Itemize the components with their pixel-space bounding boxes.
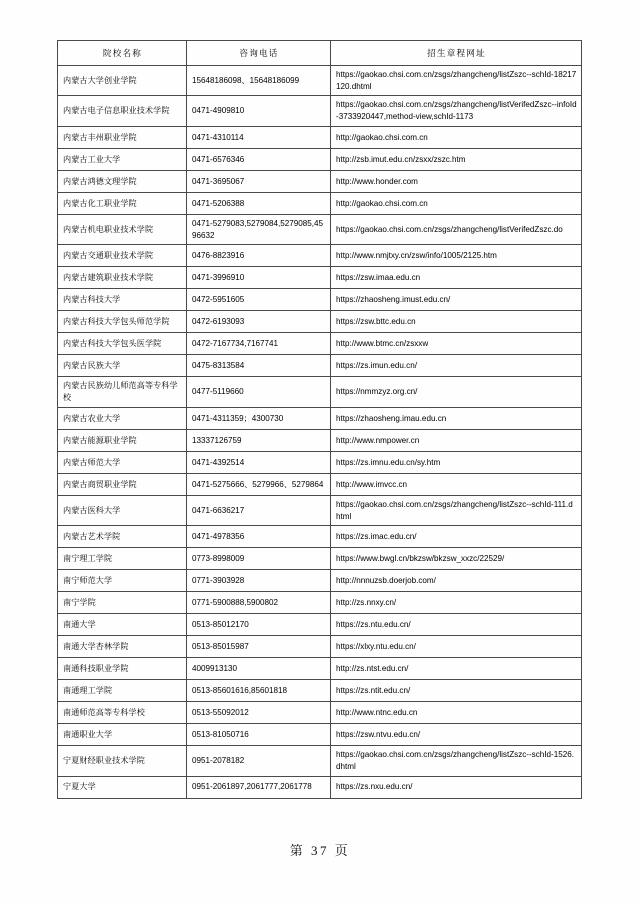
cell-url[interactable]: https://zhaosheng.imau.edu.cn: [331, 407, 582, 429]
page-footer: 第 37 页: [289, 843, 351, 858]
cell-url[interactable]: http://www.ntnc.edu.cn: [331, 702, 582, 724]
cell-phone: 0471-4311359；4300730: [187, 407, 331, 429]
cell-phone: 0471-6576346: [187, 148, 331, 170]
cell-institution: 南通大学: [58, 614, 187, 636]
cell-url[interactable]: https://gaokao.chsi.com.cn/zsgs/zhangcheng/listVerifedZszc.do: [331, 214, 582, 244]
table-row: [58, 333, 582, 355]
cell-institution: 南通师范高等专科学校: [58, 702, 187, 724]
cell-phone: 0771-3903928: [187, 570, 331, 592]
cell-url[interactable]: http://gaokao.chsi.com.cn: [331, 126, 582, 148]
cell-url[interactable]: http://gaokao.chsi.com.cn: [331, 192, 582, 214]
cell-phone: 0513-55092012: [187, 702, 331, 724]
cell-url[interactable]: https://zs.ntit.edu.cn/: [331, 680, 582, 702]
cell-phone: 0471-5279083,5279084,5279085,4596632: [187, 214, 331, 244]
cell-institution: 宁夏财经职业技术学院: [58, 746, 187, 776]
cell-phone: 0472-7167734,7167741: [187, 333, 331, 355]
cell-institution: 内蒙古丰州职业学院: [58, 126, 187, 148]
cell-institution: 南通理工学院: [58, 680, 187, 702]
admissions-table-container: [57, 40, 581, 799]
cell-url[interactable]: https://gaokao.chsi.com.cn/zsgs/zhangcheng/listVerifedZszc--infoId-3733920447,method-view,schId-1173: [331, 96, 582, 126]
cell-institution: 内蒙古能源职业学院: [58, 429, 187, 451]
cell-phone: 13337126759: [187, 429, 331, 451]
table-body: [58, 66, 582, 799]
table-row: [58, 776, 582, 798]
cell-institution: 内蒙古交通职业技术学院: [58, 245, 187, 267]
table-row: [58, 289, 582, 311]
cell-url[interactable]: http://www.nmpower.cn: [331, 429, 582, 451]
table-header-row: [58, 41, 582, 66]
cell-institution: 内蒙古农业大学: [58, 407, 187, 429]
cell-url[interactable]: http://zs.ntst.edu.cn/: [331, 658, 582, 680]
cell-institution: 内蒙古科技大学: [58, 289, 187, 311]
table-row: [58, 746, 582, 776]
cell-institution: 南宁师范大学: [58, 570, 187, 592]
table-row: [58, 148, 582, 170]
cell-phone: 15648186098、15648186099: [187, 66, 331, 96]
cell-institution: 南宁理工学院: [58, 548, 187, 570]
cell-institution: 南通大学杏林学院: [58, 636, 187, 658]
cell-institution: 南宁学院: [58, 592, 187, 614]
cell-phone: 0471-5206388: [187, 192, 331, 214]
cell-phone: 0475-8313584: [187, 355, 331, 377]
admissions-table: [57, 40, 582, 799]
cell-institution: 内蒙古商贸职业学院: [58, 473, 187, 495]
cell-institution: 内蒙古医科大学: [58, 495, 187, 525]
cell-phone: 0471-3996910: [187, 267, 331, 289]
cell-phone: 0951-2061897,2061777,2061778: [187, 776, 331, 798]
cell-phone: 0471-4909810: [187, 96, 331, 126]
cell-phone: 0471-5275666、5279966、5279864: [187, 473, 331, 495]
column-header-institution: 院校名称: [58, 41, 187, 66]
cell-url[interactable]: https://zsw.bttc.edu.cn: [331, 311, 582, 333]
table-row: [58, 724, 582, 746]
cell-institution: 内蒙古民族大学: [58, 355, 187, 377]
table-row: [58, 548, 582, 570]
table-row: [58, 570, 582, 592]
cell-url[interactable]: https://zs.nxu.edu.cn/: [331, 776, 582, 798]
column-header-url: 招生章程网址: [331, 41, 582, 66]
table-row: [58, 192, 582, 214]
table-row: [58, 636, 582, 658]
cell-institution: 宁夏大学: [58, 776, 187, 798]
cell-url[interactable]: https://www.bwgl.cn/bkzsw/bkzsw_xxzc/22529/: [331, 548, 582, 570]
table-row: [58, 702, 582, 724]
table-row: [58, 377, 582, 407]
cell-phone: 0477-5119660: [187, 377, 331, 407]
cell-phone: 0476-8823916: [187, 245, 331, 267]
cell-institution: 内蒙古大学创业学院: [58, 66, 187, 96]
table-header: [58, 41, 582, 66]
cell-phone: 0471-4978356: [187, 526, 331, 548]
cell-url[interactable]: https://gaokao.chsi.com.cn/zsgs/zhangcheng/listZszc--schId-18217120.dhtml: [331, 66, 582, 96]
cell-url[interactable]: https://zs.imnu.edu.cn/sy.htm: [331, 451, 582, 473]
cell-url[interactable]: https://zs.ntu.edu.cn/: [331, 614, 582, 636]
table-row: [58, 495, 582, 525]
cell-url[interactable]: http://www.imvcc.cn: [331, 473, 582, 495]
cell-phone: 0472-5951605: [187, 289, 331, 311]
cell-url[interactable]: https://zsw.imaa.edu.cn: [331, 267, 582, 289]
cell-url[interactable]: https://xlxy.ntu.edu.cn/: [331, 636, 582, 658]
cell-institution: 内蒙古科技大学包头医学院: [58, 333, 187, 355]
cell-institution: 内蒙古民族幼儿师范高等专科学校: [58, 377, 187, 407]
table-row: [58, 170, 582, 192]
table-row: [58, 680, 582, 702]
cell-phone: 0472-6193093: [187, 311, 331, 333]
cell-phone: 0471-4392514: [187, 451, 331, 473]
cell-url[interactable]: http://www.honder.com: [331, 170, 582, 192]
table-row: [58, 407, 582, 429]
table-row: [58, 526, 582, 548]
cell-phone: 0513-81050716: [187, 724, 331, 746]
cell-phone: 0471-6636217: [187, 495, 331, 525]
column-header-phone: 咨询电话: [187, 41, 331, 66]
table-row: [58, 267, 582, 289]
cell-url[interactable]: https://gaokao.chsi.com.cn/zsgs/zhangcheng/listZszc--schId-111.dhtml: [331, 495, 582, 525]
cell-url[interactable]: https://nmmzyz.org.cn/: [331, 377, 582, 407]
cell-url[interactable]: https://zs.imun.edu.cn/: [331, 355, 582, 377]
cell-phone: 4009913130: [187, 658, 331, 680]
table-row: [58, 96, 582, 126]
table-row: [58, 614, 582, 636]
cell-url[interactable]: https://zhaosheng.imust.edu.cn/: [331, 289, 582, 311]
cell-url[interactable]: http://nnnuzsb.doerjob.com/: [331, 570, 582, 592]
cell-institution: 内蒙古鸿德文理学院: [58, 170, 187, 192]
cell-phone: 0771-5900888,5900802: [187, 592, 331, 614]
cell-phone: 0773-8998009: [187, 548, 331, 570]
cell-url[interactable]: https://zsw.ntvu.edu.cn/: [331, 724, 582, 746]
cell-institution: 内蒙古机电职业技术学院: [58, 214, 187, 244]
cell-url[interactable]: http://www.btmc.cn/zsxxw: [331, 333, 582, 355]
cell-phone: 0471-3695067: [187, 170, 331, 192]
table-row: [58, 429, 582, 451]
cell-phone: 0513-85015987: [187, 636, 331, 658]
table-row: [58, 245, 582, 267]
cell-institution: 内蒙古电子信息职业技术学院: [58, 96, 187, 126]
cell-url[interactable]: http://www.nmjtxy.cn/zsw/info/1005/2125.htm: [331, 245, 582, 267]
cell-url[interactable]: http://zsb.imut.edu.cn/zsxx/zszc.htm: [331, 148, 582, 170]
table-row: [58, 355, 582, 377]
table-row: [58, 658, 582, 680]
cell-institution: 内蒙古工业大学: [58, 148, 187, 170]
table-row: [58, 451, 582, 473]
table-row: [58, 311, 582, 333]
cell-url[interactable]: https://gaokao.chsi.com.cn/zsgs/zhangcheng/listZszc--schId-1526.dhtml: [331, 746, 582, 776]
table-row: [58, 592, 582, 614]
cell-institution: 南通科技职业学院: [58, 658, 187, 680]
cell-url[interactable]: http://zs.nnxy.cn/: [331, 592, 582, 614]
table-row: [58, 214, 582, 244]
cell-phone: 0471-4310114: [187, 126, 331, 148]
table-row: [58, 66, 582, 96]
cell-institution: 内蒙古科技大学包头师范学院: [58, 311, 187, 333]
cell-phone: 0513-85012170: [187, 614, 331, 636]
cell-institution: 内蒙古艺术学院: [58, 526, 187, 548]
cell-institution: 内蒙古化工职业学院: [58, 192, 187, 214]
cell-phone: 0513-85601616,85601818: [187, 680, 331, 702]
cell-institution: 南通职业大学: [58, 724, 187, 746]
table-row: [58, 126, 582, 148]
table-row: [58, 473, 582, 495]
cell-institution: 内蒙古师范大学: [58, 451, 187, 473]
cell-institution: 内蒙古建筑职业技术学院: [58, 267, 187, 289]
cell-url[interactable]: https://zs.imac.edu.cn/: [331, 526, 582, 548]
cell-phone: 0951-2078182: [187, 746, 331, 776]
